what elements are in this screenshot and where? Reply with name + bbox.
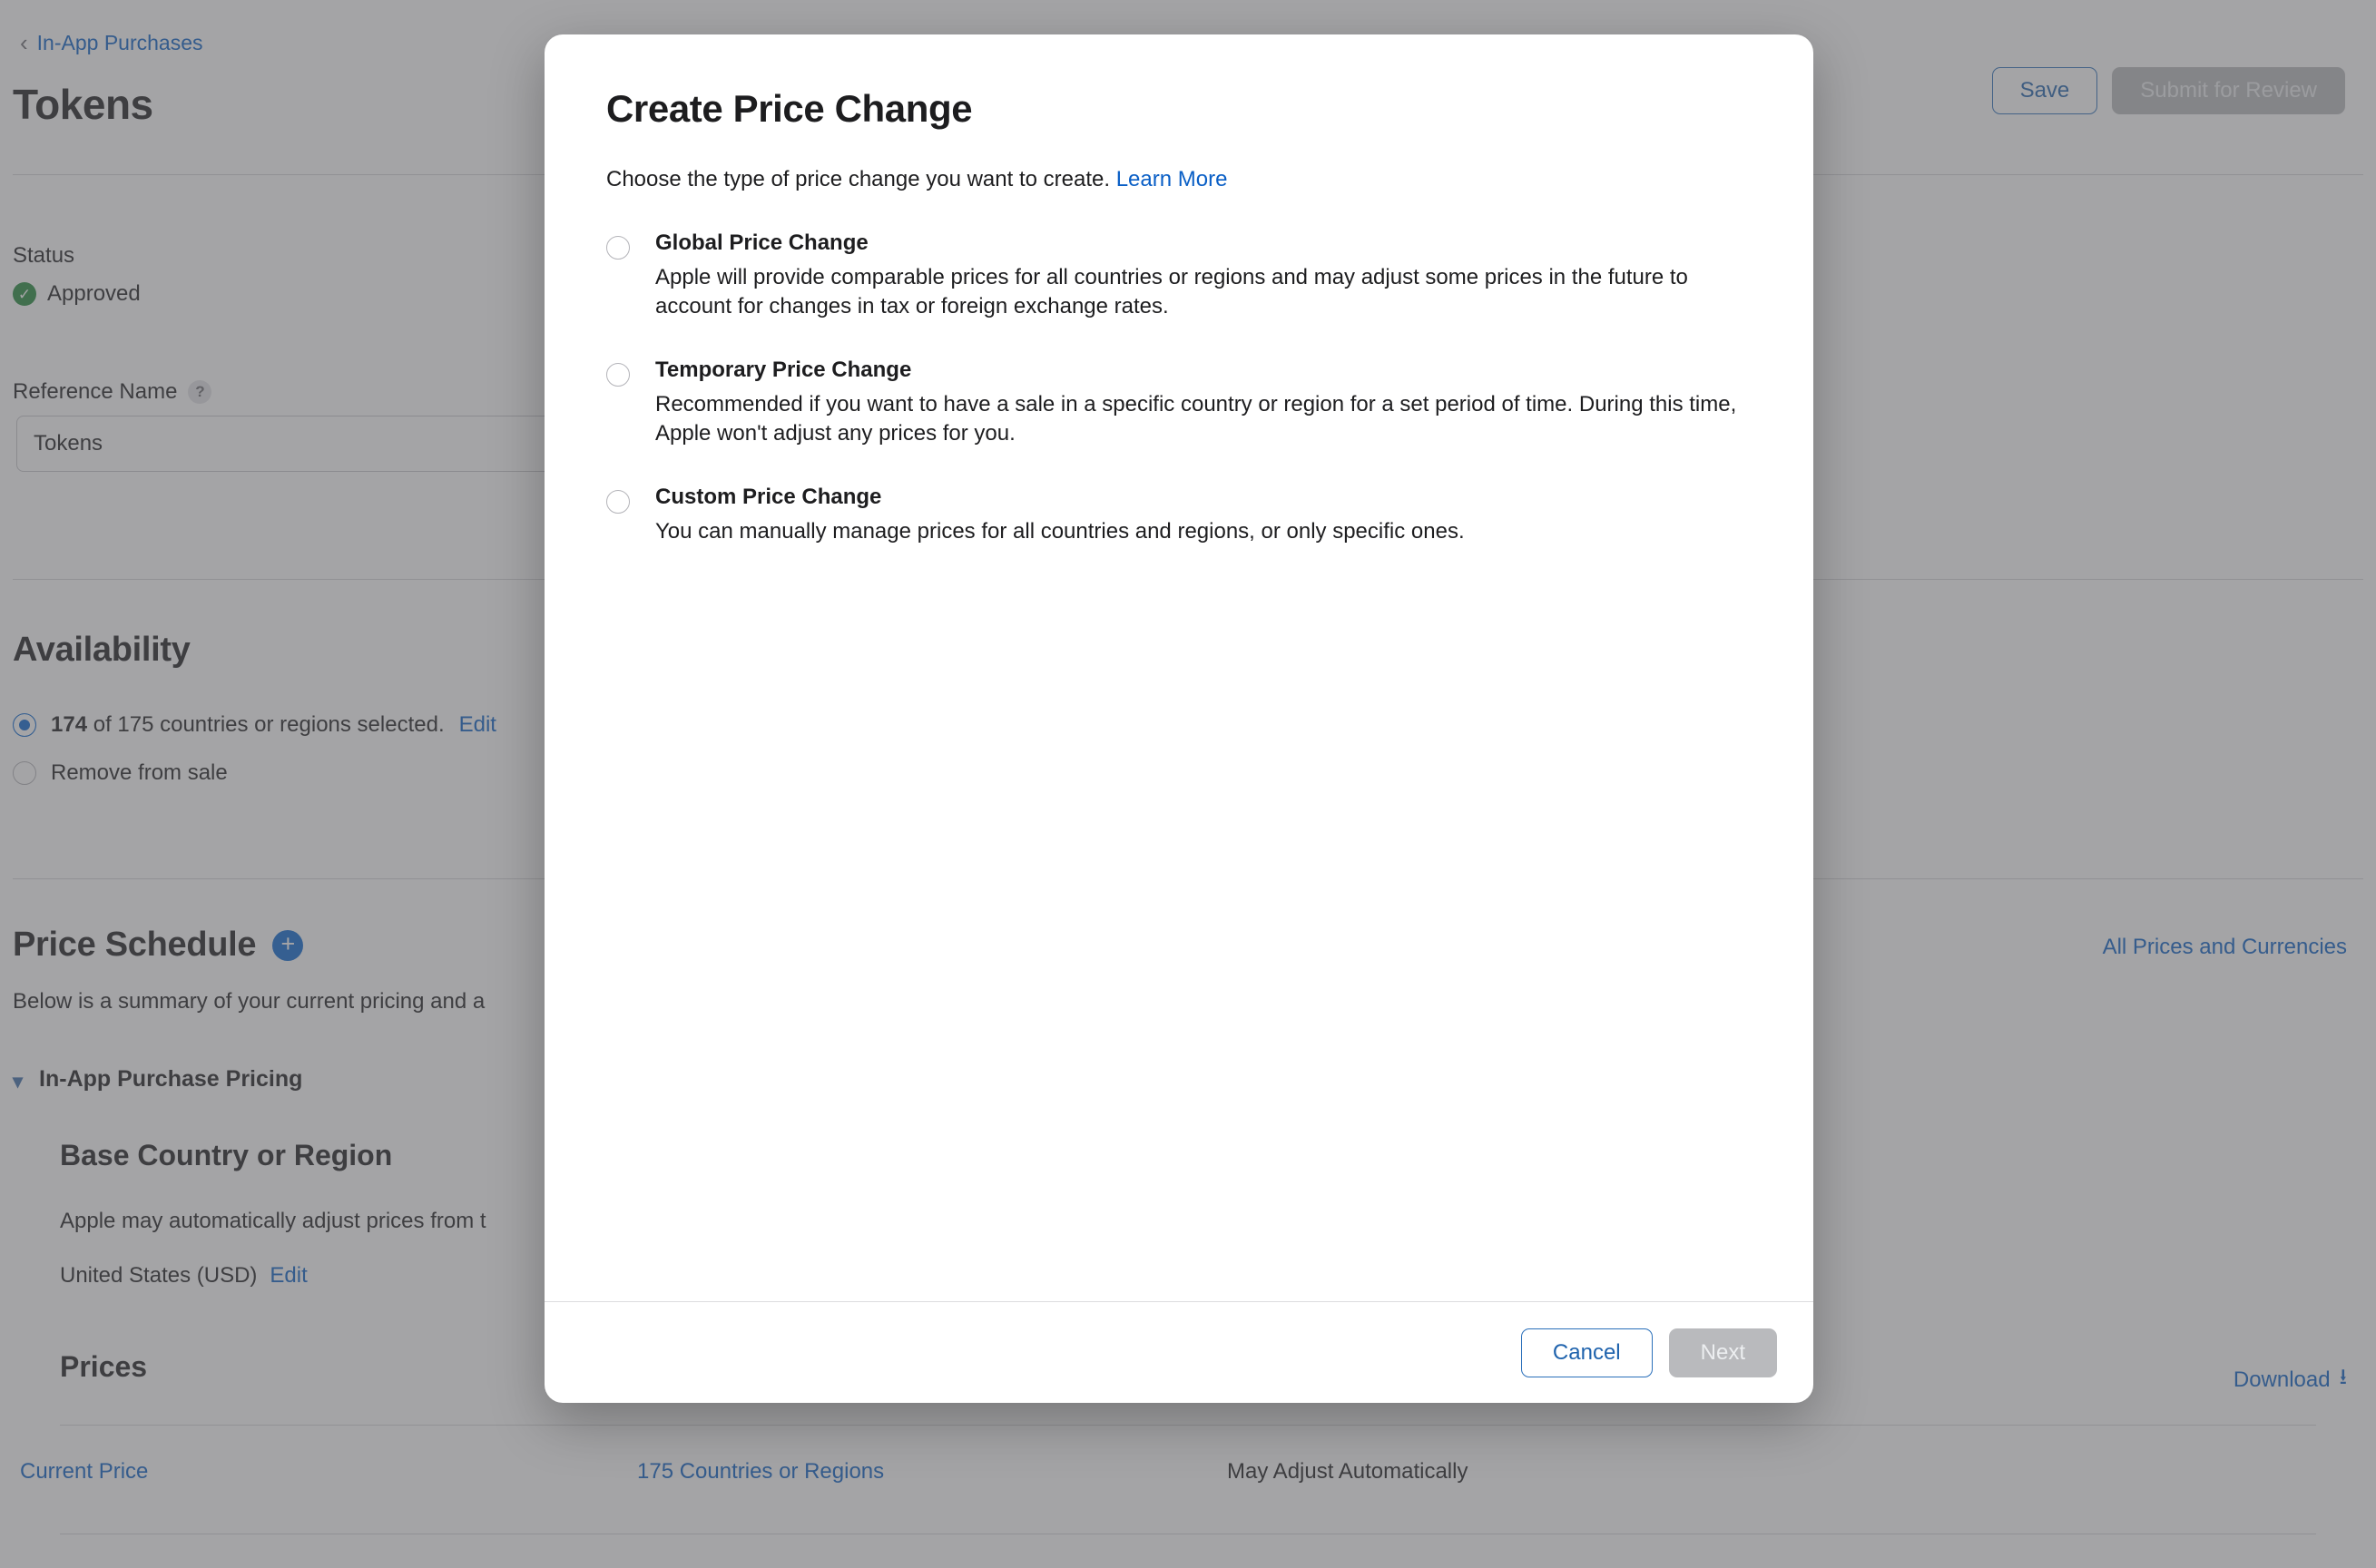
- dialog-title: Create Price Change: [606, 87, 973, 130]
- radio-icon[interactable]: [606, 363, 630, 387]
- cancel-button[interactable]: Cancel: [1521, 1328, 1653, 1377]
- dialog-footer: [545, 1301, 1813, 1403]
- option-global-price-change[interactable]: [606, 230, 1752, 321]
- option-temporary-description: Recommended if you want to have a sale in a specific country or region for a set period of time. During this time, Apple won't adjust any prices for you.: [655, 391, 1737, 446]
- option-custom-title: Custom Price Change: [655, 484, 882, 509]
- option-global-title: Global Price Change: [655, 230, 869, 255]
- learn-more-link[interactable]: Learn More: [1115, 167, 1228, 191]
- radio-icon[interactable]: [606, 236, 630, 260]
- option-custom-price-change[interactable]: [606, 485, 1752, 546]
- dialog-body: [545, 34, 1813, 1301]
- radio-icon[interactable]: [606, 490, 630, 514]
- option-global-description: Apple will provide comparable prices for all countries or regions and may adjust some prices in the future to account for changes in tax or foreign exchange rates.: [655, 265, 1688, 318]
- create-price-change-dialog: [545, 34, 1813, 1403]
- dialog-description: [606, 167, 1752, 192]
- option-temporary-price-change[interactable]: [606, 358, 1752, 448]
- dialog-description-text: Choose the type of price change you want to create.: [606, 167, 1111, 191]
- option-temporary-title: Temporary Price Change: [655, 357, 912, 382]
- next-button[interactable]: Next: [1669, 1328, 1777, 1377]
- option-custom-description: You can manually manage prices for all countries and regions, or only specific ones.: [655, 518, 1465, 544]
